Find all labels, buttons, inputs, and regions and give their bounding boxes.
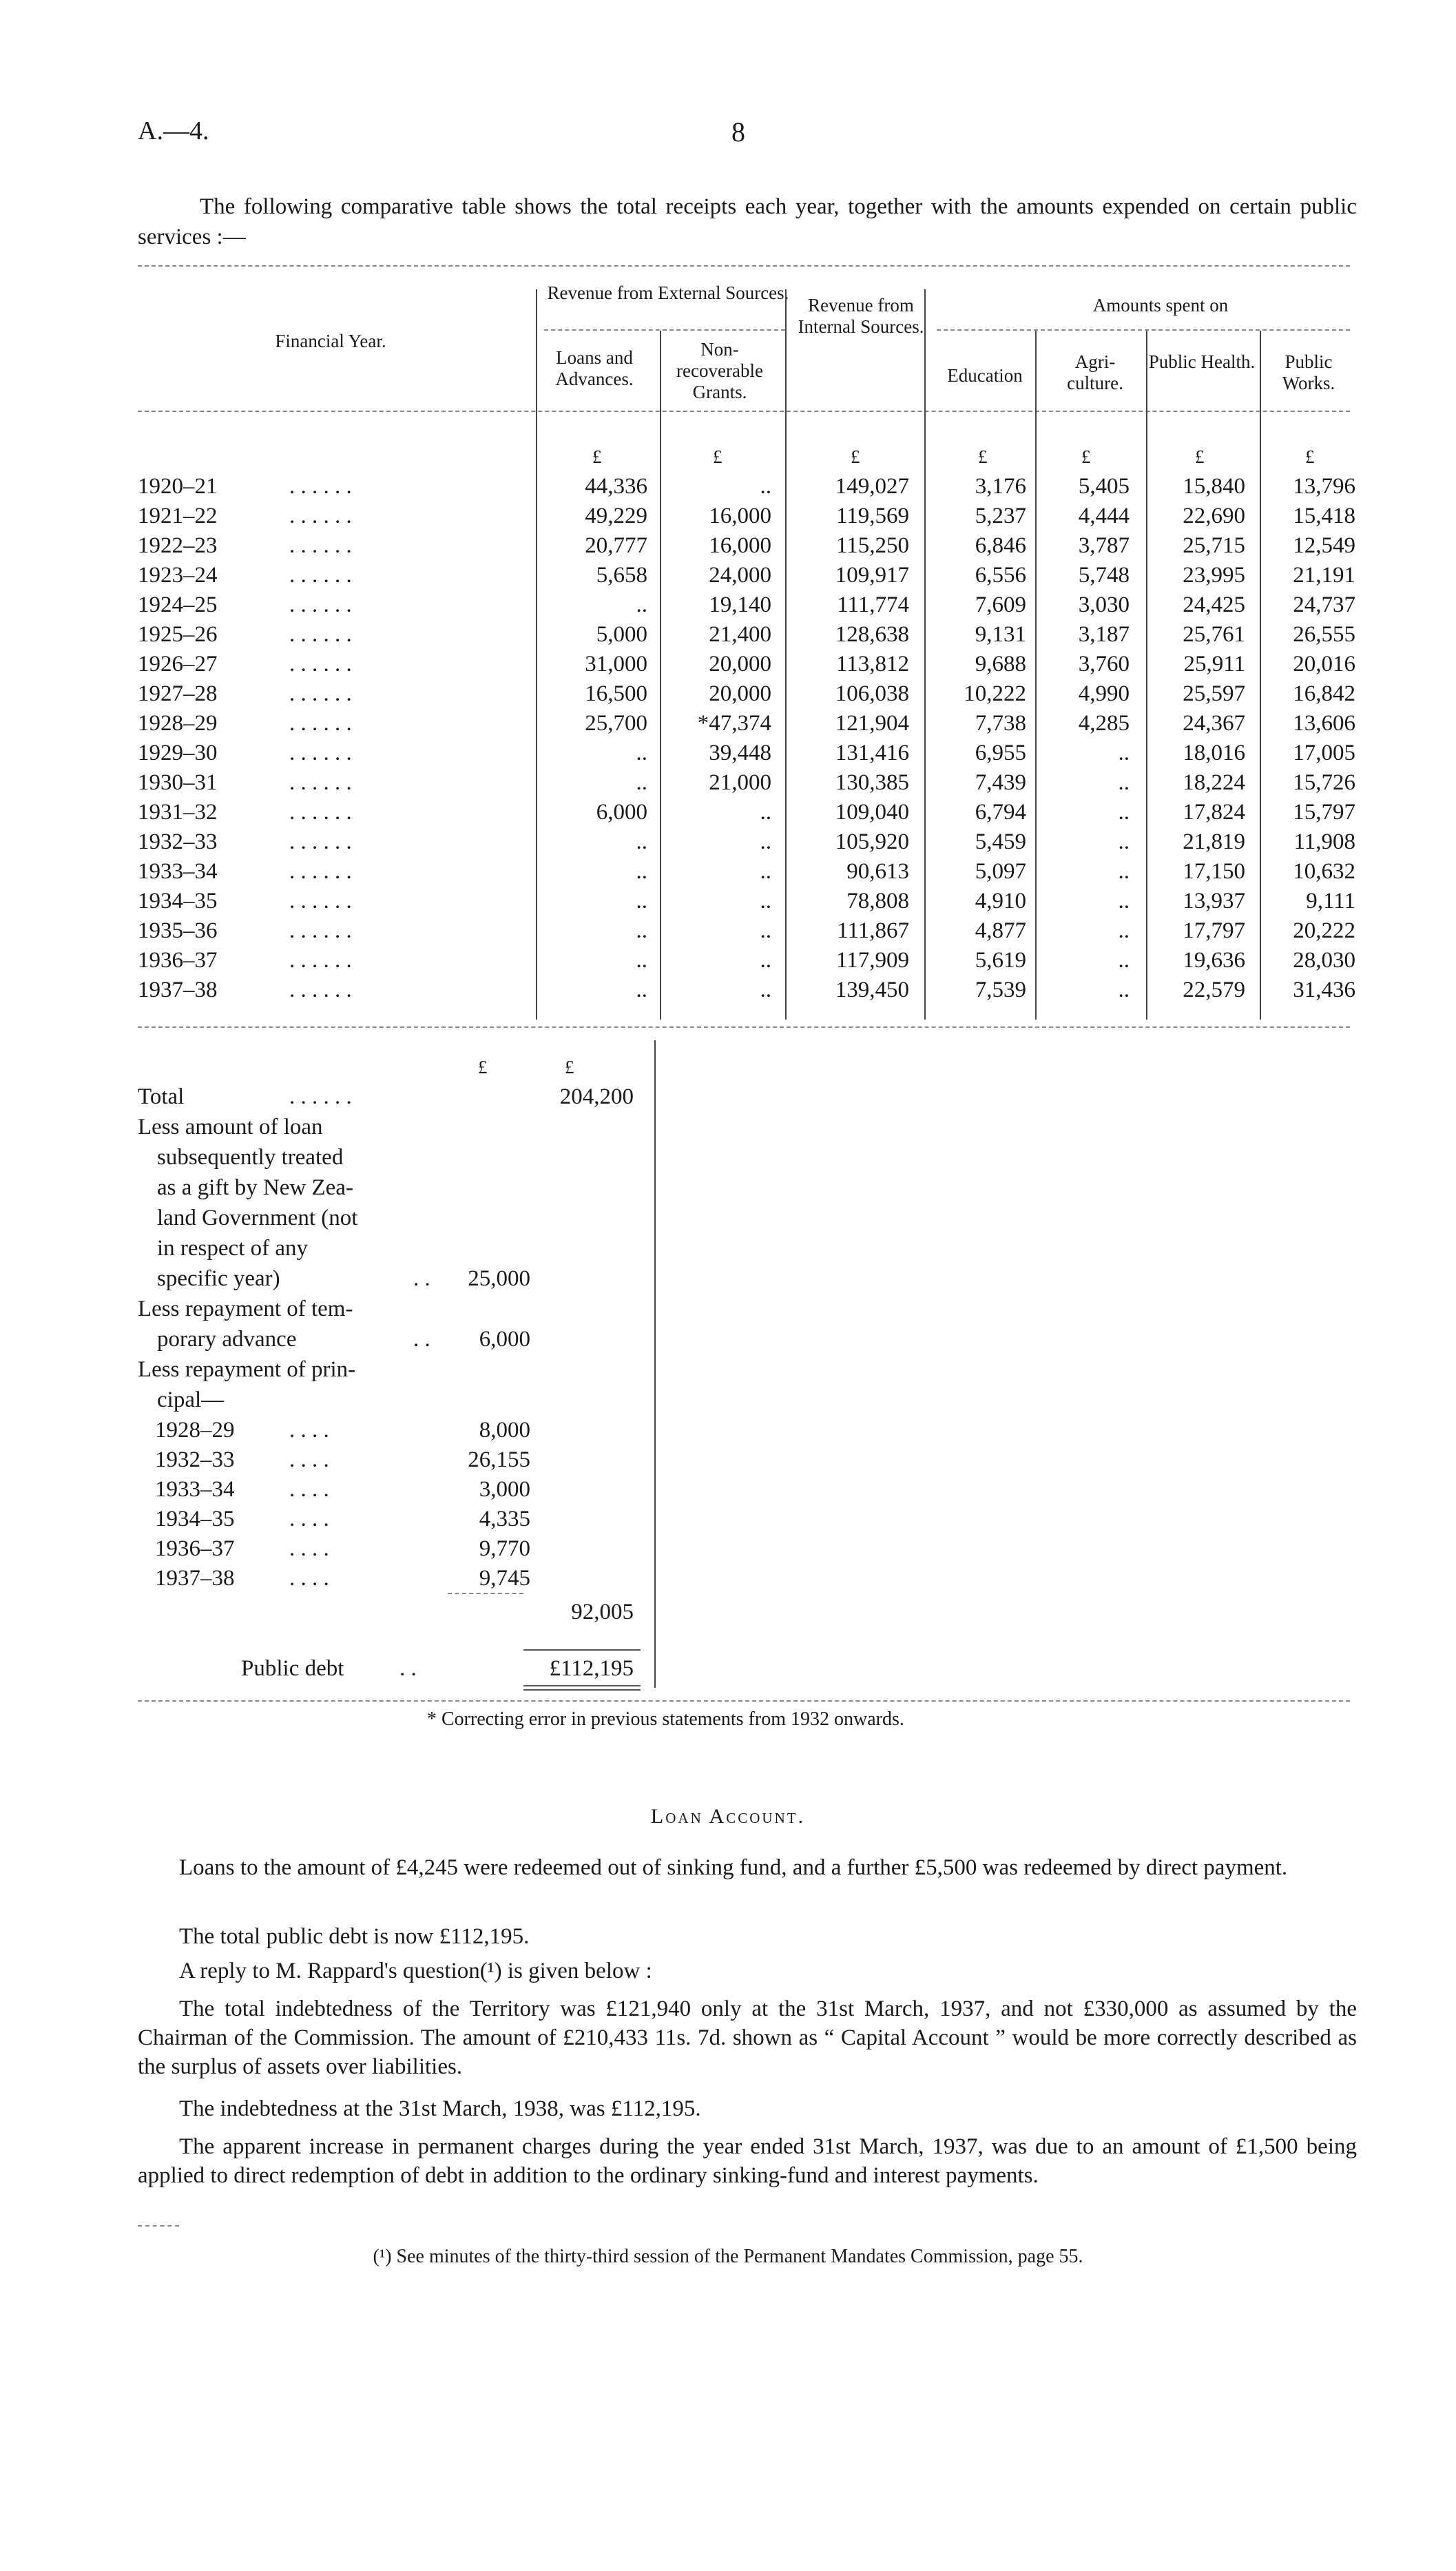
cell-edu: 6,556 <box>975 563 1026 588</box>
less-temp-value: 6,000 <box>479 1327 530 1352</box>
cell-grants: 21,000 <box>709 770 771 795</box>
principal-year: 1933–34 <box>155 1477 235 1502</box>
less-temp-dots: . . <box>413 1327 430 1352</box>
unit-health: £ <box>1195 446 1205 467</box>
principal-value: 3,000 <box>479 1477 530 1502</box>
loan-para-2: The total public debt is now £112,195. <box>179 1924 530 1949</box>
footnote-rule <box>138 2225 179 2227</box>
cell-agri: 4,990 <box>1078 681 1130 706</box>
cell-edu: 7,738 <box>975 711 1026 736</box>
less-temp-line: Less repayment of tem- <box>138 1297 353 1321</box>
cell-health: 15,840 <box>1183 474 1245 499</box>
col-financial-year: Financial Year. <box>275 331 386 351</box>
cell-health: 24,367 <box>1183 711 1245 736</box>
principal-dots: . . . . <box>289 1418 329 1443</box>
cell-internal: 117,909 <box>835 948 909 973</box>
cell-edu: 5,237 <box>975 504 1026 528</box>
cell-internal: 121,904 <box>835 711 909 736</box>
row-leader-dots: . . . . . . <box>289 859 352 884</box>
cell-loans: .. <box>636 978 647 1002</box>
external-group-rule <box>544 329 785 331</box>
section-title-loan-account: Loan Account. <box>650 1805 806 1828</box>
cell-works: 20,016 <box>1293 652 1355 677</box>
col-education: Education <box>947 365 1023 386</box>
row-year: 1934–35 <box>138 889 218 913</box>
cell-health: 18,016 <box>1183 741 1245 765</box>
unit-grants: £ <box>713 446 722 467</box>
cell-internal: 119,569 <box>835 504 909 528</box>
cell-agri: 3,030 <box>1078 592 1130 617</box>
row-leader-dots: . . . . . . <box>289 592 352 617</box>
cell-health: 25,715 <box>1183 533 1245 558</box>
deductions-rule <box>448 1593 523 1594</box>
less-loan-line: subsequently treated <box>157 1145 344 1170</box>
cell-loans: .. <box>636 770 647 795</box>
less-loan-line: specific year) <box>157 1266 280 1291</box>
cell-edu: 7,609 <box>975 592 1026 617</box>
cell-health: 23,995 <box>1183 563 1245 588</box>
cell-edu: 7,439 <box>975 770 1026 795</box>
cell-agri: 3,760 <box>1078 652 1130 677</box>
cell-agri: 4,444 <box>1078 504 1130 528</box>
cell-loans: .. <box>636 741 647 765</box>
principal-year: 1928–29 <box>155 1418 235 1443</box>
cell-works: 26,555 <box>1293 622 1355 647</box>
loan-para-6: The apparent increase in permanent charges during the year ended 31st March, 1937, was due to an amount of £1,500 being applied to direct redemption of debt in addition to the ordinary sinking-fund and interest payments. <box>138 2134 1357 2188</box>
cell-agri: .. <box>1118 918 1130 943</box>
principal-value: 26,155 <box>468 1447 530 1472</box>
row-year: 1930–31 <box>138 770 218 795</box>
cell-loans: .. <box>636 918 647 943</box>
cell-health: 17,824 <box>1183 800 1245 825</box>
cell-health: 17,797 <box>1183 918 1245 943</box>
cell-loans: 25,700 <box>585 711 647 736</box>
cell-internal: 128,638 <box>835 622 909 647</box>
cell-health: 22,690 <box>1183 504 1245 528</box>
cell-loans: .. <box>636 592 647 617</box>
cell-works: 9,111 <box>1306 889 1355 913</box>
page-number: 8 <box>731 116 745 147</box>
cell-edu: 9,131 <box>975 622 1026 647</box>
cell-agri: 3,787 <box>1078 533 1130 558</box>
row-year: 1931–32 <box>138 800 218 825</box>
comparative-table <box>0 0 1456 1102</box>
row-year: 1928–29 <box>138 711 218 736</box>
page-reference: A.—4. <box>138 116 209 145</box>
row-year: 1929–30 <box>138 741 218 765</box>
group-external-sources: Revenue from External Sources. <box>547 282 789 303</box>
less-loan-line: land Government (not <box>157 1206 358 1230</box>
cell-agri: 3,187 <box>1078 622 1130 647</box>
cell-internal: 90,613 <box>846 859 909 884</box>
cell-works: 13,796 <box>1293 474 1355 499</box>
row-year: 1932–33 <box>138 829 218 854</box>
total-label: Total <box>138 1084 185 1109</box>
cell-agri: .. <box>1118 770 1130 795</box>
cell-loans: 44,336 <box>585 474 647 499</box>
footnote-correction: * Correcting error in previous statements from 1932 onwards. <box>427 1708 904 1730</box>
cell-health: 19,636 <box>1183 948 1245 973</box>
summary-unit-2: £ <box>565 1057 574 1077</box>
cell-edu: 5,097 <box>975 859 1026 884</box>
cell-works: 10,632 <box>1293 859 1355 884</box>
cell-agri: .. <box>1118 741 1130 765</box>
unit-education: £ <box>978 446 988 467</box>
cell-health: 25,911 <box>1183 652 1245 677</box>
row-year: 1924–25 <box>138 592 218 617</box>
row-year: 1935–36 <box>138 918 218 943</box>
less-loan-value: 25,000 <box>468 1266 530 1291</box>
cell-internal: 109,040 <box>835 800 909 825</box>
principal-dots: . . . . <box>289 1477 329 1502</box>
cell-loans: 5,000 <box>596 622 647 647</box>
row-leader-dots: . . . . . . <box>289 800 352 825</box>
row-year: 1925–26 <box>138 622 218 647</box>
row-year: 1933–34 <box>138 859 218 884</box>
row-leader-dots: . . . . . . <box>289 474 352 499</box>
cell-internal: 106,038 <box>835 681 909 706</box>
col-public-health: Public Health. <box>1148 351 1256 372</box>
cell-internal: 113,812 <box>835 652 909 677</box>
cell-agri: .. <box>1118 978 1130 1002</box>
row-year: 1921–22 <box>138 504 218 528</box>
loan-para-3: A reply to M. Rappard's question(¹) is given below : <box>179 1959 652 1983</box>
total-dots: . . . . . . <box>289 1084 352 1109</box>
vline-3 <box>785 289 787 1020</box>
cell-internal: 111,867 <box>837 918 909 943</box>
principal-dots: . . . . <box>289 1447 329 1472</box>
row-leader-dots: . . . . . . <box>289 978 352 1002</box>
loan-para-4: The total indebtedness of the Territory was £121,940 only at the 31st March, 1937, and not £330,000 as assumed by the Chairman of the Commission. The amount of £210,433 11s. 7d. shown as “ Capital Account ” would be more correctly described as the surplus of assets over liabilities. <box>138 1996 1357 2079</box>
cell-edu: 6,846 <box>975 533 1026 558</box>
row-year: 1937–38 <box>138 978 218 1002</box>
row-leader-dots: . . . . . . <box>289 622 352 647</box>
row-leader-dots: . . . . . . <box>289 948 352 973</box>
row-year: 1920–21 <box>138 474 218 499</box>
cell-works: 11,908 <box>1293 829 1355 854</box>
less-loan-line: as a gift by New Zea- <box>157 1175 353 1200</box>
col-public-works: Public Works. <box>1282 351 1335 393</box>
cell-health: 22,579 <box>1183 978 1245 1002</box>
cell-works: 16,842 <box>1293 681 1355 706</box>
row-year: 1927–28 <box>138 681 218 706</box>
cell-edu: 5,619 <box>975 948 1026 973</box>
principal-year: 1936–37 <box>155 1536 235 1561</box>
cell-internal: 109,917 <box>835 563 909 588</box>
loan-para-5: The indebtedness at the 31st March, 1938, was £112,195. <box>179 2096 701 2121</box>
intro-paragraph: The following comparative table shows the total receipts each year, together with the amounts expended on certain public services :— <box>138 194 1357 249</box>
col-nonrecoverable-grants: Non-recoverable Grants. <box>676 339 763 402</box>
unit-loans: £ <box>592 446 602 467</box>
cell-agri: .. <box>1118 800 1130 825</box>
cell-edu: 9,688 <box>975 652 1026 677</box>
principal-year: 1937–38 <box>155 1566 235 1591</box>
cell-loans: 20,777 <box>585 533 647 558</box>
cell-health: 25,597 <box>1183 681 1245 706</box>
cell-edu: 6,794 <box>975 800 1026 825</box>
less-loan-line: in respect of any <box>157 1236 308 1261</box>
row-leader-dots: . . . . . . <box>289 533 352 558</box>
cell-agri: .. <box>1118 859 1130 884</box>
principal-value: 8,000 <box>479 1418 530 1443</box>
header-bottom-rule <box>138 411 1350 412</box>
cell-agri: 5,748 <box>1078 563 1130 588</box>
cell-internal: 105,920 <box>835 829 909 854</box>
cell-agri: .. <box>1118 948 1130 973</box>
cell-edu: 4,877 <box>975 918 1026 943</box>
table-top-rule <box>138 265 1350 267</box>
row-leader-dots: . . . . . . <box>289 681 352 706</box>
cell-works: 20,222 <box>1293 918 1355 943</box>
principal-dots: . . . . <box>289 1536 329 1561</box>
cell-loans: .. <box>636 948 647 973</box>
cell-grants: .. <box>760 978 771 1002</box>
principal-dots: . . . . <box>289 1566 329 1591</box>
summary-vline <box>654 1040 656 1688</box>
cell-grants: 20,000 <box>709 681 771 706</box>
col-loans-advances: Loans and Advances. <box>555 347 634 389</box>
less-temp-line: porary advance <box>157 1327 297 1352</box>
summary-unit-1: £ <box>478 1057 488 1077</box>
cell-agri: 4,285 <box>1078 711 1130 736</box>
cell-edu: 7,539 <box>975 978 1026 1002</box>
unit-internal: £ <box>851 446 860 467</box>
cell-works: 15,418 <box>1293 504 1355 528</box>
cell-internal: 149,027 <box>835 474 909 499</box>
cell-edu: 5,459 <box>975 829 1026 854</box>
public-debt-underline-1 <box>523 1685 641 1686</box>
cell-works: 12,549 <box>1293 533 1355 558</box>
row-leader-dots: . . . . . . <box>289 711 352 736</box>
principal-value: 9,770 <box>479 1536 530 1561</box>
public-debt-value: £112,195 <box>549 1656 634 1681</box>
total-value: 204,200 <box>559 1084 634 1109</box>
principal-dots: . . . . <box>289 1507 329 1531</box>
less-loan-block <box>138 1112 357 1294</box>
cell-health: 25,761 <box>1183 622 1245 647</box>
public-debt-underline-2 <box>523 1689 641 1691</box>
deductions-total: 92,005 <box>571 1600 634 1624</box>
cell-grants: .. <box>760 800 771 825</box>
cell-edu: 6,955 <box>975 741 1026 765</box>
less-loan-dots: . . <box>413 1266 430 1291</box>
cell-agri: 5,405 <box>1078 474 1130 499</box>
cell-works: 21,191 <box>1293 563 1355 588</box>
cell-agri: .. <box>1118 829 1130 854</box>
cell-loans: .. <box>636 859 647 884</box>
cell-health: 18,224 <box>1183 770 1245 795</box>
cell-health: 13,937 <box>1183 889 1245 913</box>
cell-loans: 5,658 <box>596 563 647 588</box>
table-bottom-rule <box>138 1026 1350 1028</box>
principal-value: 4,335 <box>479 1507 530 1531</box>
cell-grants: .. <box>760 889 771 913</box>
cell-loans: 6,000 <box>596 800 647 825</box>
public-debt-label: Public debt <box>241 1656 344 1681</box>
cell-works: 15,797 <box>1293 800 1355 825</box>
less-principal-block <box>138 1354 355 1415</box>
row-leader-dots: . . . . . . <box>289 889 352 913</box>
footnote-bottom: (¹) See minutes of the thirty-third session of the Permanent Mandates Commission, page 55. <box>373 2246 1083 2267</box>
cell-grants: 20,000 <box>709 652 771 677</box>
less-loan-line: Less amount of loan <box>138 1115 323 1139</box>
row-leader-dots: . . . . . . <box>289 652 352 677</box>
cell-internal: 131,416 <box>835 741 909 765</box>
cell-health: 21,819 <box>1183 829 1245 854</box>
row-year: 1926–27 <box>138 652 218 677</box>
row-year: 1922–23 <box>138 533 218 558</box>
cell-loans: 31,000 <box>585 652 647 677</box>
row-leader-dots: . . . . . . <box>289 504 352 528</box>
cell-loans: .. <box>636 889 647 913</box>
less-temp-block <box>138 1294 353 1354</box>
cell-agri: .. <box>1118 889 1130 913</box>
cell-grants: 19,140 <box>709 592 771 617</box>
public-debt-top-rule <box>523 1649 641 1651</box>
less-principal-line: Less repayment of prin- <box>138 1357 356 1382</box>
principal-value: 9,745 <box>479 1566 530 1591</box>
row-leader-dots: . . . . . . <box>289 918 352 943</box>
cell-works: 24,737 <box>1293 592 1355 617</box>
cell-health: 17,150 <box>1183 859 1245 884</box>
col-agriculture: Agri-culture. <box>1067 351 1123 393</box>
cell-loans: 49,229 <box>585 504 647 528</box>
cell-health: 24,425 <box>1183 592 1245 617</box>
cell-loans: 16,500 <box>585 681 647 706</box>
cell-internal: 139,450 <box>835 978 909 1002</box>
row-leader-dots: . . . . . . <box>289 563 352 588</box>
row-leader-dots: . . . . . . <box>289 829 352 854</box>
row-year: 1936–37 <box>138 948 218 973</box>
public-debt-dots: . . <box>399 1656 417 1681</box>
col-internal-sources: Revenue from Internal Sources. <box>798 295 924 337</box>
spent-group-rule <box>937 329 1350 331</box>
loan-para-1: Loans to the amount of £4,245 were redeemed out of sinking fund, and a further £5,500 was redeemed by direct payment. <box>179 1855 1288 1880</box>
cell-grants: .. <box>760 829 771 854</box>
cell-grants: .. <box>760 859 771 884</box>
cell-grants: .. <box>760 948 771 973</box>
less-principal-line: cipal— <box>157 1387 225 1412</box>
group-amounts-spent: Amounts spent on <box>1092 295 1229 316</box>
cell-works: 13,606 <box>1293 711 1355 736</box>
row-year: 1923–24 <box>138 563 218 588</box>
cell-grants: 16,000 <box>709 504 771 528</box>
cell-works: 17,005 <box>1293 741 1355 765</box>
cell-works: 15,726 <box>1293 770 1355 795</box>
cell-internal: 130,385 <box>835 770 909 795</box>
cell-grants: 24,000 <box>709 563 771 588</box>
cell-works: 31,436 <box>1293 978 1355 1002</box>
cell-grants: *47,374 <box>697 711 771 736</box>
cell-edu: 3,176 <box>975 474 1026 499</box>
principal-year: 1932–33 <box>155 1447 235 1472</box>
cell-edu: 10,222 <box>964 681 1026 706</box>
cell-internal: 115,250 <box>835 533 909 558</box>
cell-internal: 78,808 <box>846 889 909 913</box>
unit-agri: £ <box>1081 446 1091 467</box>
cell-internal: 111,774 <box>837 592 909 617</box>
cell-grants: 39,448 <box>709 741 771 765</box>
cell-works: 28,030 <box>1293 948 1355 973</box>
cell-grants: 21,400 <box>709 622 771 647</box>
cell-grants: .. <box>760 918 771 943</box>
summary-bottom-rule <box>138 1700 1350 1702</box>
row-leader-dots: . . . . . . <box>289 741 352 765</box>
row-leader-dots: . . . . . . <box>289 770 352 795</box>
cell-grants: .. <box>760 474 771 499</box>
principal-year: 1934–35 <box>155 1507 235 1531</box>
cell-loans: .. <box>636 829 647 854</box>
unit-works: £ <box>1305 446 1315 467</box>
cell-grants: 16,000 <box>709 533 771 558</box>
cell-edu: 4,910 <box>975 889 1026 913</box>
